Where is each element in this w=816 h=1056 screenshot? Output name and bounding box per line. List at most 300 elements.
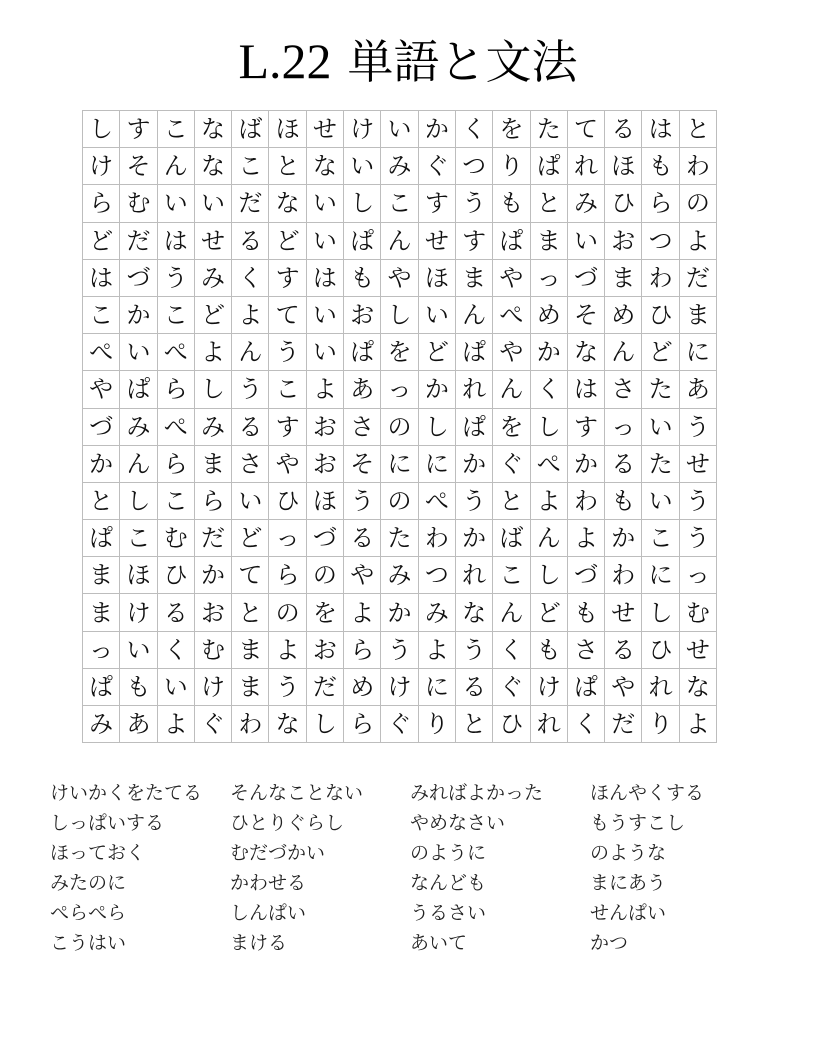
grid-cell[interactable]: に [418, 668, 455, 705]
grid-cell[interactable]: し [381, 296, 418, 333]
grid-cell[interactable]: る [232, 408, 269, 445]
grid-cell[interactable]: く [232, 259, 269, 296]
grid-cell[interactable]: り [642, 706, 679, 743]
grid-cell[interactable]: ぺ [530, 445, 567, 482]
grid-cell[interactable]: ば [232, 111, 269, 148]
grid-cell[interactable]: ま [83, 557, 120, 594]
grid-cell[interactable]: う [455, 185, 492, 222]
grid-cell[interactable]: れ [455, 557, 492, 594]
grid-cell[interactable]: と [530, 185, 567, 222]
grid-cell[interactable]: る [344, 520, 381, 557]
grid-cell[interactable]: な [194, 111, 231, 148]
grid-cell[interactable]: る [157, 594, 194, 631]
word-list-item: しっぱいする [50, 812, 165, 834]
grid-cell[interactable]: ら [642, 185, 679, 222]
grid-cell[interactable]: ぱ [455, 408, 492, 445]
grid-cell[interactable]: か [455, 520, 492, 557]
grid-cell[interactable]: け [381, 668, 418, 705]
grid-cell[interactable]: ん [455, 296, 492, 333]
grid-cell[interactable]: し [642, 594, 679, 631]
word-list-item: うるさい [410, 902, 487, 924]
grid-cell[interactable]: っ [530, 259, 567, 296]
grid-cell[interactable]: つ [418, 557, 455, 594]
grid-cell[interactable]: と [232, 594, 269, 631]
grid-cell[interactable]: し [306, 706, 343, 743]
grid-cell[interactable]: こ [157, 296, 194, 333]
grid-cell[interactable]: う [455, 482, 492, 519]
grid-cell[interactable]: ま [679, 296, 716, 333]
grid-cell[interactable]: う [344, 482, 381, 519]
grid-cell[interactable]: か [567, 445, 604, 482]
grid-cell[interactable]: あ [120, 706, 157, 743]
grid-cell[interactable]: お [344, 296, 381, 333]
grid-cell[interactable]: ぱ [493, 222, 530, 259]
grid-cell[interactable]: よ [306, 371, 343, 408]
grid-cell[interactable]: を [381, 334, 418, 371]
grid-cell[interactable]: に [381, 445, 418, 482]
grid-cell[interactable]: み [381, 557, 418, 594]
grid-cell[interactable]: り [493, 148, 530, 185]
grid-cell[interactable]: む [157, 520, 194, 557]
grid-cell[interactable]: て [269, 296, 306, 333]
grid-cell[interactable]: う [679, 482, 716, 519]
grid-cell[interactable]: つ [642, 222, 679, 259]
grid-cell[interactable]: す [269, 259, 306, 296]
grid-cell[interactable]: か [418, 371, 455, 408]
grid-cell[interactable]: う [679, 520, 716, 557]
grid-cell[interactable]: ぱ [530, 148, 567, 185]
grid-cell[interactable]: ど [269, 222, 306, 259]
grid-cell[interactable]: せ [679, 631, 716, 668]
grid-cell[interactable]: ら [194, 482, 231, 519]
grid-cell[interactable]: せ [418, 222, 455, 259]
grid-cell[interactable]: け [194, 668, 231, 705]
grid-cell[interactable]: ひ [269, 482, 306, 519]
grid-cell[interactable]: う [269, 334, 306, 371]
grid-cell[interactable]: け [120, 594, 157, 631]
grid-cell[interactable]: い [306, 185, 343, 222]
grid-cell[interactable]: ど [194, 296, 231, 333]
grid-cell[interactable]: る [455, 668, 492, 705]
grid-cell[interactable]: ら [157, 371, 194, 408]
grid-cell[interactable]: わ [605, 557, 642, 594]
grid-cell[interactable]: ば [493, 520, 530, 557]
grid-cell[interactable]: の [306, 557, 343, 594]
grid-cell[interactable]: る [232, 222, 269, 259]
grid-row [83, 631, 717, 668]
grid-cell[interactable]: う [381, 631, 418, 668]
grid-cell[interactable]: て [232, 557, 269, 594]
grid-cell[interactable]: を [306, 594, 343, 631]
grid-cell[interactable]: ほ [605, 148, 642, 185]
grid-cell[interactable]: な [269, 706, 306, 743]
grid-cell[interactable]: め [344, 668, 381, 705]
grid-cell[interactable]: せ [679, 445, 716, 482]
grid-cell[interactable]: あ [344, 371, 381, 408]
grid-cell[interactable]: ま [194, 445, 231, 482]
grid-cell[interactable]: み [194, 259, 231, 296]
grid-cell[interactable]: ま [232, 631, 269, 668]
word-list-item: せんぱい [590, 902, 667, 924]
grid-cell[interactable]: ん [157, 148, 194, 185]
grid-cell[interactable]: い [344, 148, 381, 185]
grid-cell[interactable]: ぺ [418, 482, 455, 519]
grid-cell[interactable]: わ [418, 520, 455, 557]
grid-cell[interactable]: お [306, 445, 343, 482]
grid-cell[interactable]: す [567, 408, 604, 445]
grid-cell[interactable]: よ [530, 482, 567, 519]
grid-cell[interactable]: ほ [418, 259, 455, 296]
grid-cell[interactable]: い [120, 631, 157, 668]
grid-cell[interactable]: お [605, 222, 642, 259]
grid-cell[interactable]: ぱ [455, 334, 492, 371]
grid-cell[interactable]: よ [679, 706, 716, 743]
grid-cell[interactable]: よ [344, 594, 381, 631]
grid-cell[interactable]: い [120, 334, 157, 371]
grid-cell[interactable]: お [306, 631, 343, 668]
grid-cell[interactable]: い [642, 482, 679, 519]
grid-cell[interactable]: み [418, 594, 455, 631]
grid-cell[interactable]: ぐ [493, 445, 530, 482]
grid-cell[interactable]: だ [194, 520, 231, 557]
grid-cell[interactable]: し [194, 371, 231, 408]
grid-cell[interactable]: も [493, 185, 530, 222]
grid-cell[interactable]: く [455, 111, 492, 148]
grid-cell[interactable]: し [344, 185, 381, 222]
grid-cell[interactable]: し [120, 482, 157, 519]
grid-cell[interactable]: さ [605, 371, 642, 408]
grid-cell[interactable]: い [642, 408, 679, 445]
grid-cell[interactable]: ほ [306, 482, 343, 519]
grid-cell[interactable]: ま [455, 259, 492, 296]
grid-cell[interactable]: け [530, 668, 567, 705]
grid-cell[interactable]: は [567, 371, 604, 408]
grid-cell[interactable]: た [530, 111, 567, 148]
grid-cell[interactable]: だ [679, 259, 716, 296]
grid-cell[interactable]: や [493, 259, 530, 296]
grid-cell[interactable]: よ [194, 334, 231, 371]
grid-cell[interactable]: や [269, 445, 306, 482]
grid-cell[interactable]: ぐ [418, 148, 455, 185]
grid-cell[interactable]: か [605, 520, 642, 557]
grid-cell[interactable]: ひ [157, 557, 194, 594]
grid-cell[interactable]: づ [567, 259, 604, 296]
grid-cell[interactable]: ほ [120, 557, 157, 594]
grid-cell[interactable]: こ [493, 557, 530, 594]
grid-cell[interactable]: ら [157, 445, 194, 482]
grid-cell[interactable]: か [83, 445, 120, 482]
grid-cell[interactable]: っ [269, 520, 306, 557]
grid-row [83, 334, 717, 371]
grid-cell[interactable]: だ [120, 222, 157, 259]
grid-cell[interactable]: る [605, 445, 642, 482]
grid-cell[interactable]: よ [157, 706, 194, 743]
grid-cell[interactable]: ま [83, 594, 120, 631]
grid-cell[interactable]: く [493, 631, 530, 668]
word-list-item: かつ [590, 932, 629, 954]
grid-cell[interactable]: か [194, 557, 231, 594]
grid-cell[interactable]: ぱ [344, 222, 381, 259]
grid-cell[interactable]: ど [83, 222, 120, 259]
grid-cell[interactable]: ら [344, 631, 381, 668]
grid-cell[interactable]: あ [679, 371, 716, 408]
grid-cell[interactable]: し [530, 408, 567, 445]
grid-cell[interactable]: ま [605, 259, 642, 296]
grid-cell[interactable]: ん [493, 594, 530, 631]
grid-cell[interactable]: た [381, 520, 418, 557]
grid-cell[interactable]: む [679, 594, 716, 631]
grid-cell[interactable]: と [493, 482, 530, 519]
grid-cell[interactable]: い [306, 222, 343, 259]
grid-cell[interactable]: っ [83, 631, 120, 668]
grid-cell[interactable]: く [530, 371, 567, 408]
grid-cell[interactable]: さ [344, 408, 381, 445]
grid-cell[interactable]: ど [642, 334, 679, 371]
grid-cell[interactable]: み [567, 185, 604, 222]
grid-cell[interactable]: ど [232, 520, 269, 557]
grid-cell[interactable]: ん [232, 334, 269, 371]
grid-row [83, 520, 717, 557]
grid-cell[interactable]: い [232, 482, 269, 519]
grid-cell[interactable]: ぐ [194, 706, 231, 743]
grid-cell[interactable]: ら [83, 185, 120, 222]
grid-cell[interactable]: よ [679, 222, 716, 259]
grid-cell[interactable]: も [344, 259, 381, 296]
grid-cell[interactable]: い [306, 334, 343, 371]
grid-cell[interactable]: こ [269, 371, 306, 408]
grid-cell[interactable]: ぺ [157, 408, 194, 445]
grid-cell[interactable]: だ [306, 668, 343, 705]
grid-cell[interactable]: て [567, 111, 604, 148]
grid-cell[interactable]: つ [455, 148, 492, 185]
grid-cell[interactable]: れ [530, 706, 567, 743]
grid-cell[interactable]: っ [381, 371, 418, 408]
grid-cell[interactable]: ぱ [83, 668, 120, 705]
grid-cell[interactable]: せ [194, 222, 231, 259]
grid-cell[interactable]: ほ [269, 111, 306, 148]
grid-cell[interactable]: み [194, 408, 231, 445]
grid-cell[interactable]: せ [306, 111, 343, 148]
grid-cell[interactable]: や [493, 334, 530, 371]
grid-cell[interactable]: と [455, 706, 492, 743]
grid-cell[interactable]: や [83, 371, 120, 408]
grid-cell[interactable]: も [605, 482, 642, 519]
grid-cell[interactable]: を [493, 408, 530, 445]
grid-cell[interactable]: け [344, 111, 381, 148]
grid-cell[interactable]: な [455, 594, 492, 631]
grid-cell[interactable]: よ [567, 520, 604, 557]
grid-cell[interactable]: を [493, 111, 530, 148]
grid-cell[interactable]: け [83, 148, 120, 185]
grid-cell[interactable]: し [83, 111, 120, 148]
grid-cell[interactable]: む [120, 185, 157, 222]
grid-cell[interactable]: す [269, 408, 306, 445]
grid-cell[interactable]: そ [344, 445, 381, 482]
grid-cell[interactable]: な [194, 148, 231, 185]
grid-cell[interactable]: や [605, 668, 642, 705]
grid-cell[interactable]: の [269, 594, 306, 631]
grid-cell[interactable]: に [679, 334, 716, 371]
grid-cell[interactable]: ぺ [83, 334, 120, 371]
grid-cell[interactable]: く [567, 706, 604, 743]
grid-cell[interactable]: ん [381, 222, 418, 259]
grid-cell[interactable]: み [120, 408, 157, 445]
grid-cell[interactable]: こ [83, 296, 120, 333]
grid-cell[interactable]: づ [306, 520, 343, 557]
grid-cell[interactable]: ぐ [493, 668, 530, 705]
grid-cell[interactable]: ぱ [344, 334, 381, 371]
grid-cell[interactable]: よ [418, 631, 455, 668]
grid-cell[interactable]: ひ [642, 631, 679, 668]
grid-cell[interactable]: お [194, 594, 231, 631]
grid-cell[interactable]: だ [605, 706, 642, 743]
grid-cell[interactable]: だ [232, 185, 269, 222]
word-list-item: みればよかった [410, 782, 544, 804]
grid-cell[interactable]: と [269, 148, 306, 185]
grid-cell[interactable]: い [157, 668, 194, 705]
grid-cell[interactable]: か [381, 594, 418, 631]
grid-cell[interactable]: う [455, 631, 492, 668]
grid-cell[interactable]: い [381, 111, 418, 148]
grid-cell[interactable]: と [83, 482, 120, 519]
grid-cell[interactable]: も [642, 148, 679, 185]
grid-cell[interactable]: お [306, 408, 343, 445]
grid-cell[interactable]: は [306, 259, 343, 296]
grid-cell[interactable]: そ [567, 296, 604, 333]
grid-cell[interactable]: ぐ [381, 706, 418, 743]
grid-cell[interactable]: か [530, 334, 567, 371]
grid-cell[interactable]: わ [679, 148, 716, 185]
grid-cell[interactable]: わ [642, 259, 679, 296]
grid-cell[interactable]: い [567, 222, 604, 259]
grid-cell[interactable]: ど [530, 594, 567, 631]
grid-cell[interactable]: よ [269, 631, 306, 668]
grid-cell[interactable]: い [157, 185, 194, 222]
grid-cell[interactable]: ひ [642, 296, 679, 333]
grid-cell[interactable]: も [530, 631, 567, 668]
grid-cell[interactable]: ひ [493, 706, 530, 743]
grid-row [83, 148, 717, 185]
grid-cell[interactable]: こ [120, 520, 157, 557]
grid-cell[interactable]: や [344, 557, 381, 594]
word-list-item: ひとりぐらし [230, 812, 345, 834]
grid-cell[interactable]: な [306, 148, 343, 185]
grid-cell[interactable]: ら [269, 557, 306, 594]
grid-cell[interactable]: り [418, 706, 455, 743]
grid-cell[interactable]: る [605, 631, 642, 668]
grid-cell[interactable]: こ [157, 482, 194, 519]
grid-cell[interactable]: そ [120, 148, 157, 185]
grid-cell[interactable]: す [418, 185, 455, 222]
grid-cell[interactable]: ま [530, 222, 567, 259]
grid-cell[interactable]: み [381, 148, 418, 185]
grid-cell[interactable]: た [642, 445, 679, 482]
grid-cell[interactable]: い [194, 185, 231, 222]
grid-cell[interactable]: っ [605, 408, 642, 445]
grid-cell[interactable]: な [269, 185, 306, 222]
grid-cell[interactable]: い [418, 296, 455, 333]
grid-cell[interactable]: か [120, 296, 157, 333]
grid-cell[interactable]: づ [83, 408, 120, 445]
grid-cell[interactable]: ぱ [567, 668, 604, 705]
grid-cell[interactable]: は [83, 259, 120, 296]
grid-cell[interactable]: さ [232, 445, 269, 482]
grid-cell[interactable]: う [232, 371, 269, 408]
grid-cell[interactable]: ぺ [493, 296, 530, 333]
grid-cell[interactable]: る [605, 111, 642, 148]
grid-cell[interactable]: し [418, 408, 455, 445]
grid-cell[interactable]: す [120, 111, 157, 148]
grid-cell[interactable]: や [381, 259, 418, 296]
grid-cell[interactable]: と [679, 111, 716, 148]
grid-cell[interactable]: づ [120, 259, 157, 296]
word-list-item: こうはい [50, 932, 127, 954]
grid-cell[interactable]: わ [232, 706, 269, 743]
grid-cell[interactable]: れ [642, 668, 679, 705]
grid-cell[interactable]: こ [381, 185, 418, 222]
grid-cell[interactable]: ん [493, 371, 530, 408]
grid-cell[interactable]: に [642, 557, 679, 594]
grid-cell[interactable]: し [530, 557, 567, 594]
grid-cell[interactable]: の [381, 482, 418, 519]
grid-cell[interactable]: ひ [605, 185, 642, 222]
grid-cell[interactable]: せ [605, 594, 642, 631]
grid-cell[interactable]: わ [567, 482, 604, 519]
grid-cell[interactable]: め [605, 296, 642, 333]
grid-cell[interactable]: は [157, 222, 194, 259]
grid-cell[interactable]: づ [567, 557, 604, 594]
grid-cell[interactable]: ら [344, 706, 381, 743]
grid-cell[interactable]: ん [605, 334, 642, 371]
grid-cell[interactable]: た [642, 371, 679, 408]
grid-cell[interactable]: は [642, 111, 679, 148]
grid-cell[interactable]: ま [232, 668, 269, 705]
grid-cell[interactable]: さ [567, 631, 604, 668]
grid-cell[interactable]: う [269, 668, 306, 705]
grid-cell[interactable]: う [679, 408, 716, 445]
grid-cell[interactable]: こ [157, 111, 194, 148]
grid-cell[interactable]: っ [679, 557, 716, 594]
grid-cell[interactable]: に [418, 445, 455, 482]
grid-cell[interactable]: ど [418, 334, 455, 371]
grid-cell[interactable]: の [679, 185, 716, 222]
grid-cell[interactable]: も [120, 668, 157, 705]
grid-cell[interactable]: め [530, 296, 567, 333]
grid-cell[interactable]: す [455, 222, 492, 259]
grid-cell[interactable]: こ [642, 520, 679, 557]
grid-cell[interactable]: ぱ [120, 371, 157, 408]
grid-cell[interactable]: ん [120, 445, 157, 482]
grid-cell[interactable]: い [306, 296, 343, 333]
grid-cell[interactable]: の [381, 408, 418, 445]
grid-cell[interactable]: く [157, 631, 194, 668]
grid-cell[interactable]: な [567, 334, 604, 371]
grid-cell[interactable]: か [455, 445, 492, 482]
grid-cell[interactable]: み [83, 706, 120, 743]
grid-cell[interactable]: む [194, 631, 231, 668]
grid-cell[interactable]: も [567, 594, 604, 631]
grid-cell[interactable]: ぺ [157, 334, 194, 371]
grid-cell[interactable]: ぱ [83, 520, 120, 557]
grid-cell[interactable]: よ [232, 296, 269, 333]
grid-cell[interactable]: れ [567, 148, 604, 185]
grid-cell[interactable]: れ [455, 371, 492, 408]
grid-cell[interactable]: う [157, 259, 194, 296]
grid-cell[interactable]: な [679, 668, 716, 705]
grid-cell[interactable]: ん [530, 520, 567, 557]
grid-cell[interactable]: か [418, 111, 455, 148]
grid-cell[interactable]: こ [232, 148, 269, 185]
